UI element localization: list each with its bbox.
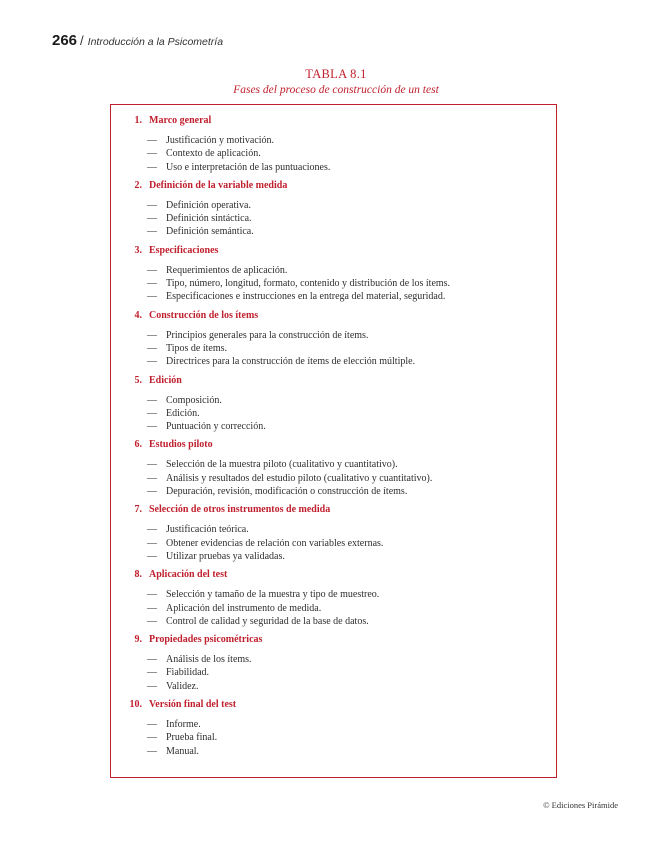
phase-item xyxy=(111,355,556,368)
phase-item xyxy=(111,731,556,744)
dash-marker: — xyxy=(147,213,157,225)
dash-marker: — xyxy=(147,264,157,276)
dash-marker: — xyxy=(147,148,157,160)
phase-title: Marco general xyxy=(149,115,212,126)
phase-item xyxy=(111,329,556,342)
phase-item-text: Prueba final. xyxy=(166,732,218,744)
phase-title: Propiedades psicométricas xyxy=(149,634,263,646)
phase-heading xyxy=(111,179,556,193)
phase-item-text: Aplicación del instrumento de medida. xyxy=(166,602,322,614)
phase-number: 1. xyxy=(134,115,142,126)
phase-item xyxy=(111,550,556,563)
table-caption xyxy=(0,66,672,99)
phase-item-text: Fiabilidad. xyxy=(166,667,210,679)
phase-item-text: Validez. xyxy=(166,680,199,692)
phase-item xyxy=(111,666,556,679)
dash-marker: — xyxy=(147,550,157,562)
phase-item-text: Justificación teórica. xyxy=(166,524,249,536)
phase-heading xyxy=(111,114,556,128)
phase-number: 8. xyxy=(134,569,142,581)
phase-item xyxy=(111,458,556,471)
dash-marker: — xyxy=(147,602,157,614)
phase-section xyxy=(111,309,556,369)
phase-number: 9. xyxy=(134,634,142,646)
phase-item-text: Análisis de los ítems. xyxy=(166,654,252,666)
phase-item-text: Tipos de ítems. xyxy=(166,342,228,354)
phase-number: 3. xyxy=(134,244,142,256)
phase-items xyxy=(111,264,556,304)
phase-section xyxy=(111,179,556,239)
dash-marker: — xyxy=(147,161,157,173)
dash-marker: — xyxy=(147,199,157,211)
dash-marker: — xyxy=(147,459,157,471)
phase-section xyxy=(111,114,556,174)
phase-items xyxy=(111,199,556,239)
phase-items xyxy=(111,588,556,628)
phase-item xyxy=(111,485,556,498)
phase-section xyxy=(111,503,556,563)
phase-item-text: Contexto de aplicación. xyxy=(166,148,261,160)
phase-item-text: Depuración, revisión, modificación o construcción de ítems. xyxy=(166,486,408,498)
phase-title: Definición de la variable medida xyxy=(149,179,288,191)
phase-number: 10. xyxy=(129,699,142,711)
phase-items xyxy=(111,458,556,498)
phase-item xyxy=(111,615,556,628)
phase-item xyxy=(111,523,556,536)
dash-marker: — xyxy=(147,472,157,484)
dash-marker: — xyxy=(147,407,157,419)
phase-item xyxy=(111,225,556,238)
phase-item-text: Requerimientos de aplicación. xyxy=(166,264,288,276)
phase-items xyxy=(111,653,556,693)
phase-item-text: Especificaciones e instrucciones en la entrega del material, seguridad. xyxy=(166,291,446,303)
dash-marker: — xyxy=(147,667,157,679)
phase-title: Estudios piloto xyxy=(149,439,213,451)
phase-section xyxy=(111,374,556,434)
phase-item-text: Uso e interpretación de las puntuaciones. xyxy=(166,161,331,173)
phase-item xyxy=(111,212,556,225)
phase-section xyxy=(111,568,556,628)
phase-section xyxy=(111,244,556,304)
phase-item-text: Utilizar pruebas ya validadas. xyxy=(166,550,285,562)
phase-items xyxy=(111,394,556,434)
header-separator: / xyxy=(80,33,84,48)
phase-item xyxy=(111,653,556,666)
dash-marker: — xyxy=(147,226,157,238)
phase-item-text: Manual. xyxy=(166,745,200,757)
phase-list xyxy=(111,114,556,763)
dash-marker: — xyxy=(147,719,157,731)
phase-item-text: Definición semántica. xyxy=(166,226,254,238)
phase-item xyxy=(111,602,556,615)
phase-item xyxy=(111,588,556,601)
dash-marker: — xyxy=(147,278,157,290)
phase-heading xyxy=(111,244,556,258)
phase-item-text: Puntuación y corrección. xyxy=(166,421,266,433)
dash-marker: — xyxy=(147,524,157,536)
phase-item-text: Definición sintáctica. xyxy=(166,213,252,225)
phase-item-text: Edición. xyxy=(166,407,200,419)
table-box xyxy=(110,104,557,778)
phase-heading xyxy=(111,438,556,452)
dash-marker: — xyxy=(147,537,157,549)
phase-item xyxy=(111,134,556,147)
dash-marker: — xyxy=(147,654,157,666)
book-title: Introducción a la Psicometría xyxy=(87,36,224,48)
dash-marker: — xyxy=(147,732,157,744)
page-header xyxy=(52,32,223,50)
phase-item-text: Análisis y resultados del estudio piloto (cualitativo y cuantitativo). xyxy=(166,472,433,484)
phase-item xyxy=(111,199,556,212)
table-title: Fases del proceso de construcción de un test xyxy=(233,84,439,96)
phase-item-text: Control de calidad y seguridad de la base de datos. xyxy=(166,615,369,627)
dash-marker: — xyxy=(147,421,157,433)
phase-section xyxy=(111,633,556,693)
phase-item xyxy=(111,342,556,355)
phase-heading xyxy=(111,503,556,517)
copyright-footer: © Ediciones Pirámide xyxy=(543,800,618,810)
phase-title: Aplicación del test xyxy=(149,569,228,581)
phase-item xyxy=(111,745,556,758)
phase-title: Selección de otros instrumentos de medida xyxy=(149,504,331,516)
phase-number: 2. xyxy=(134,179,142,191)
phase-item-text: Tipo, número, longitud, formato, contenido y distribución de los ítems. xyxy=(166,278,451,290)
phase-heading xyxy=(111,309,556,323)
dash-marker: — xyxy=(147,135,157,146)
phase-item-text: Obtener evidencias de relación con variables externas. xyxy=(166,537,384,549)
phase-section xyxy=(111,438,556,498)
phase-item xyxy=(111,277,556,290)
dash-marker: — xyxy=(147,745,157,757)
phase-section xyxy=(111,698,556,758)
phase-item-text: Informe. xyxy=(166,719,201,731)
phase-title: Versión final del test xyxy=(149,699,237,711)
dash-marker: — xyxy=(147,342,157,354)
phase-item-text: Definición operativa. xyxy=(166,199,251,211)
phase-items xyxy=(111,523,556,563)
phase-item xyxy=(111,472,556,485)
phase-item xyxy=(111,264,556,277)
phase-items xyxy=(111,134,556,174)
phase-title: Edición xyxy=(149,374,182,386)
phase-heading xyxy=(111,633,556,647)
table-label: TABLA 8.1 xyxy=(305,67,367,81)
dash-marker: — xyxy=(147,394,157,406)
phase-item xyxy=(111,290,556,303)
page-number: 266 xyxy=(52,32,78,49)
phase-number: 7. xyxy=(134,504,142,516)
phase-item xyxy=(111,537,556,550)
dash-marker: — xyxy=(147,329,157,341)
phase-item xyxy=(111,394,556,407)
phase-items xyxy=(111,718,556,758)
phase-item-text: Composición. xyxy=(166,394,222,406)
phase-item-text: Selección de la muestra piloto (cualitativo y cuantitativo). xyxy=(166,459,398,471)
phase-item xyxy=(111,718,556,731)
phase-item xyxy=(111,680,556,693)
dash-marker: — xyxy=(147,615,157,627)
phase-item-text: Directrices para la construcción de ítems de elección múltiple. xyxy=(166,356,416,368)
phase-heading xyxy=(111,698,556,712)
phase-heading xyxy=(111,374,556,388)
phase-heading xyxy=(111,568,556,582)
phase-item-text: Principios generales para la construcción de ítems. xyxy=(166,329,369,341)
phase-item-text: Selección y tamaño de la muestra y tipo de muestreo. xyxy=(166,589,380,601)
phase-title: Especificaciones xyxy=(149,244,219,256)
phase-items xyxy=(111,329,556,369)
dash-marker: — xyxy=(147,589,157,601)
dash-marker: — xyxy=(147,486,157,498)
phase-item xyxy=(111,161,556,174)
phase-title: Construcción de los ítems xyxy=(149,309,259,321)
phase-number: 4. xyxy=(134,309,142,321)
phase-item xyxy=(111,147,556,160)
phase-number: 6. xyxy=(134,439,142,451)
phase-number: 5. xyxy=(134,374,142,386)
phase-item-text: Justificación y motivación. xyxy=(166,135,275,146)
phase-item xyxy=(111,407,556,420)
dash-marker: — xyxy=(147,356,157,368)
dash-marker: — xyxy=(147,291,157,303)
phase-item xyxy=(111,420,556,433)
dash-marker: — xyxy=(147,680,157,692)
